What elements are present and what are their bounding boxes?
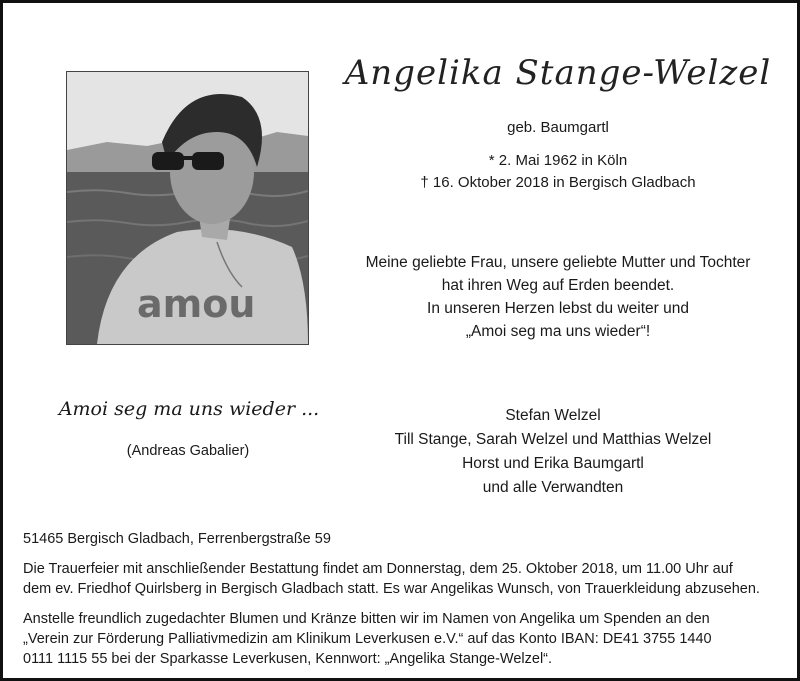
memorial-verse: [333, 251, 783, 343]
donation-line: Anstelle freundlich zugedachter Blumen und Kränze bitten wir im Namen von Angelika um Spenden an den: [23, 611, 710, 627]
donation-notice: [23, 609, 789, 669]
donation-line: 0111 1115 55 bei der Sparkasse Leverkusen, Kennwort: „Angelika Stange-Welzel“.: [23, 651, 553, 667]
notice-line: dem ev. Friedhof Quirlsberg in Bergisch Gladbach statt. Es war Angelikas Wunsch, von Trauerkleidung abzusehen.: [23, 581, 760, 597]
deceased-name: Angelika Stange-Welzel: [344, 53, 772, 93]
family-address: 51465 Bergisch Gladbach, Ferrenbergstraße 59: [23, 531, 331, 547]
notice-line: Die Trauerfeier mit anschließender Bestattung findet am Donnerstag, dem 25. Oktober 2018, um 11.00 Uhr auf: [23, 561, 733, 577]
mourners-list: [353, 404, 753, 500]
death-date: † 16. Oktober 2018 in Bergisch Gladbach: [420, 174, 696, 191]
birth-date: * 2. Mai 1962 in Köln: [488, 152, 628, 169]
mourner-line: und alle Verwandten: [482, 479, 624, 496]
funeral-notice: [23, 559, 789, 599]
life-dates: [383, 150, 733, 194]
donation-line: „Verein zur Förderung Palliativmedizin am Klinikum Leverkusen e.V.“ auf das Konto IBAN: DE41 3755 1440: [23, 631, 712, 647]
mourner-line: Stefan Welzel: [505, 407, 601, 424]
mourner-line: Till Stange, Sarah Welzel und Matthias Welzel: [394, 431, 712, 448]
birth-name: geb. Baumgartl: [507, 119, 609, 136]
verse-line: hat ihren Weg auf Erden beendet.: [441, 277, 675, 294]
quote-author: (Andreas Gabalier): [126, 443, 250, 459]
verse-line: „Amoi seg ma uns wieder“!: [465, 323, 651, 340]
verse-line: Meine geliebte Frau, unsere geliebte Mutter und Tochter: [365, 254, 751, 271]
quote-text: Amoi seg ma uns wieder ...: [58, 398, 320, 420]
verse-line: In unseren Herzen lebst du weiter und: [427, 300, 689, 317]
shirt-print: amou: [137, 282, 256, 326]
portrait-illustration: [67, 72, 308, 344]
mourner-line: Horst und Erika Baumgartl: [462, 455, 644, 472]
portrait-photo: [66, 71, 309, 345]
